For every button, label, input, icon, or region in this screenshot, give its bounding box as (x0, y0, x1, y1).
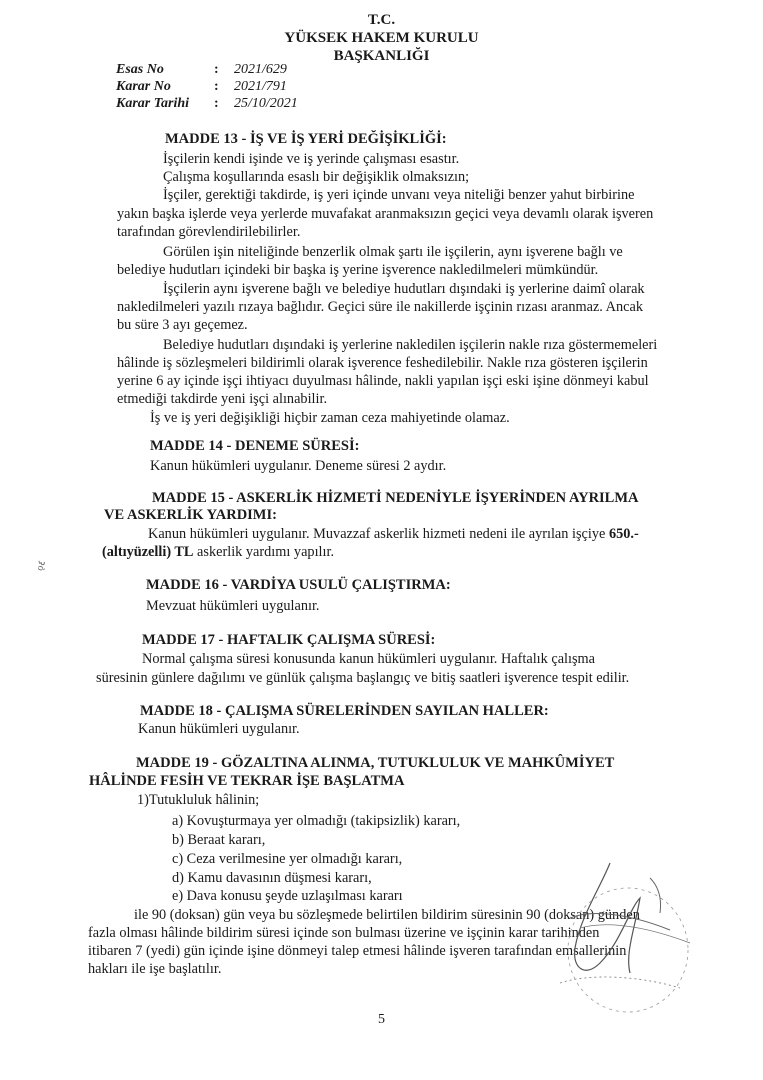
meta-colon: : (214, 79, 219, 94)
article-19-item: c) Ceza verilmesine yer olmadığı kararı, (172, 851, 403, 867)
article-15-text: askerlik yardımı yapılır. (193, 544, 335, 560)
meta-value: 2021/629 (234, 62, 287, 77)
article-14-line: Kanun hükümleri uygulanır. Deneme süresi 2 aydır. (150, 458, 447, 474)
article-13-line: İşçiler, gerektiği takdirde, iş yeri içinde unvanı veya niteliği benzer yahut birbirine (163, 187, 635, 203)
article-19-title-cont: HÂLİNDE FESİH VE TEKRAR İŞE BAŞLATMA (89, 773, 405, 789)
article-15-line (148, 527, 639, 541)
article-19-line: itibaren 7 (yedi) gün içinde işine dönmeyi talep etmesi hâlinde işveren tarafından emsallerinin (88, 943, 627, 959)
article-17-title: MADDE 17 - HAFTALIK ÇALIŞMA SÜRESİ: (142, 632, 436, 648)
signature-stamp-icon (540, 858, 720, 1028)
article-18-title: MADDE 18 - ÇALIŞMA SÜRELERİNDEN SAYILAN HALLER: (140, 703, 549, 719)
margin-note: ǫ٤ (34, 558, 49, 573)
article-13-line: belediye hudutları içindeki bir başka iş yerine işverence nakledilmeleri mümkündür. (117, 262, 599, 278)
article-13-line: bu süre 3 ayı geçemez. (117, 317, 248, 333)
meta-colon: : (214, 62, 219, 77)
page-number: 5 (378, 1012, 385, 1027)
article-19-line: fazla olması hâlinde bildirim süresi içinde son bulması üzerine ve işçinin karar tarihinden (88, 925, 600, 941)
article-19-line: ile 90 (doksan) gün veya bu sözleşmede belirtilen bildirim süresinin 90 (doksan) günden (134, 907, 640, 923)
article-14-title: MADDE 14 - DENEME SÜRESİ: (150, 438, 360, 454)
article-13-line: nakledilmeleri yazılı rızaya bağlıdır. Geçici süre ile nakillerde işçinin rızası aranmaz. Ancak (117, 299, 643, 315)
article-13-line: Çalışma koşullarında esaslı bir değişiklik olmaksızın; (163, 169, 470, 185)
article-13-line: Görülen işin niteliğinde benzerlik olmak şartı ile işçilerin, aynı işverene bağlı ve (163, 244, 623, 260)
article-17-line: süresinin günlere dağılımı ve günlük çalışma başlangıç ve bitiş saatleri işverence tespit edilir. (96, 670, 630, 686)
article-13-line: hâlinde iş sözleşmeleri bildirimli olarak işverence feshedilebilir. Nakle rıza gösteren işçilerin (117, 355, 648, 371)
article-15-line (102, 545, 334, 559)
article-19-item: a) Kovuşturmaya yer olmadığı (takipsizlik) kararı, (172, 813, 461, 829)
article-19-title: MADDE 19 - GÖZALTINA ALINMA, TUTUKLULUK VE MAHKÛMİYET (136, 755, 615, 771)
aid-amount: 650.- (608, 526, 639, 542)
header-institution: YÜKSEK HAKEM KURULU (284, 30, 479, 46)
meta-colon: : (214, 96, 219, 111)
meta-karar-tarihi (116, 96, 298, 112)
article-13-line: Belediye hudutları dışındaki iş yerlerine nakledilen işçilerin nakle rıza göstermemeleri (163, 337, 658, 353)
meta-value: 25/10/2021 (234, 96, 298, 111)
article-13-line: yerine 6 ay içinde işçi ihtiyacı duyulması hâlinde, nakli yapılan işçi eski işine dönmeyi kabul (117, 373, 649, 389)
article-13-line: İşçilerin kendi işinde ve iş yerinde çalışması esastır. (163, 151, 460, 167)
header-tc: T.C. (367, 12, 396, 28)
article-16-line: Mevzuat hükümleri uygulanır. (146, 598, 320, 614)
meta-value: 2021/791 (234, 79, 287, 94)
meta-label: Karar Tarihi (116, 96, 190, 111)
article-15-title-cont: VE ASKERLİK YARDIMI: (104, 507, 277, 523)
article-19-intro: 1)Tutukluluk hâlinin; (137, 792, 260, 808)
article-13-line: etmediği takdirde yeni işçi alınabilir. (117, 391, 328, 407)
article-13-line: İşçilerin aynı işverene bağlı ve belediye hudutları dışındaki iş yerlerine daimî olarak (163, 281, 645, 297)
article-19-item: e) Dava konusu şeyde uzlaşılması kararı (172, 888, 403, 904)
article-15-title: MADDE 15 - ASKERLİK HİZMETİ NEDENİYLE İŞYERİNDEN AYRILMA (152, 490, 639, 506)
meta-esas-no (116, 62, 287, 78)
article-19-item: b) Beraat kararı, (172, 832, 266, 848)
article-15-text: Kanun hükümleri uygulanır. Muvazzaf askerlik hizmeti nedeni ile ayrılan işçiye (148, 526, 609, 542)
article-13-line: İş ve iş yeri değişikliği hiçbir zaman ceza mahiyetinde olamaz. (150, 410, 510, 426)
article-17-line: Normal çalışma süresi konusunda kanun hükümleri uygulanır. Haftalık çalışma (142, 651, 596, 667)
article-16-title: MADDE 16 - VARDİYA USULÜ ÇALIŞTIRMA: (146, 577, 451, 593)
article-13-title: MADDE 13 - İŞ VE İŞ YERİ DEĞİŞİKLİĞİ: (165, 131, 447, 147)
article-13-line: tarafından görevlendirilebilirler. (117, 224, 301, 240)
meta-label: Karar No (116, 79, 171, 94)
aid-amount-words: (altıyüzelli) TL (102, 544, 194, 560)
meta-label: Esas No (116, 62, 164, 77)
article-19-item: d) Kamu davasının düşmesi kararı, (172, 870, 372, 886)
article-18-line: Kanun hükümleri uygulanır. (138, 721, 300, 737)
article-13-line: yakın başka işlerde veya yerlerde muvafakat aranmaksızın geçici veya devamlı olarak işveren (117, 206, 654, 222)
header-presidency: BAŞKANLIĞI (333, 48, 430, 64)
article-19-line: hakları ile işe başlatılır. (88, 961, 222, 977)
meta-karar-no (116, 79, 287, 95)
